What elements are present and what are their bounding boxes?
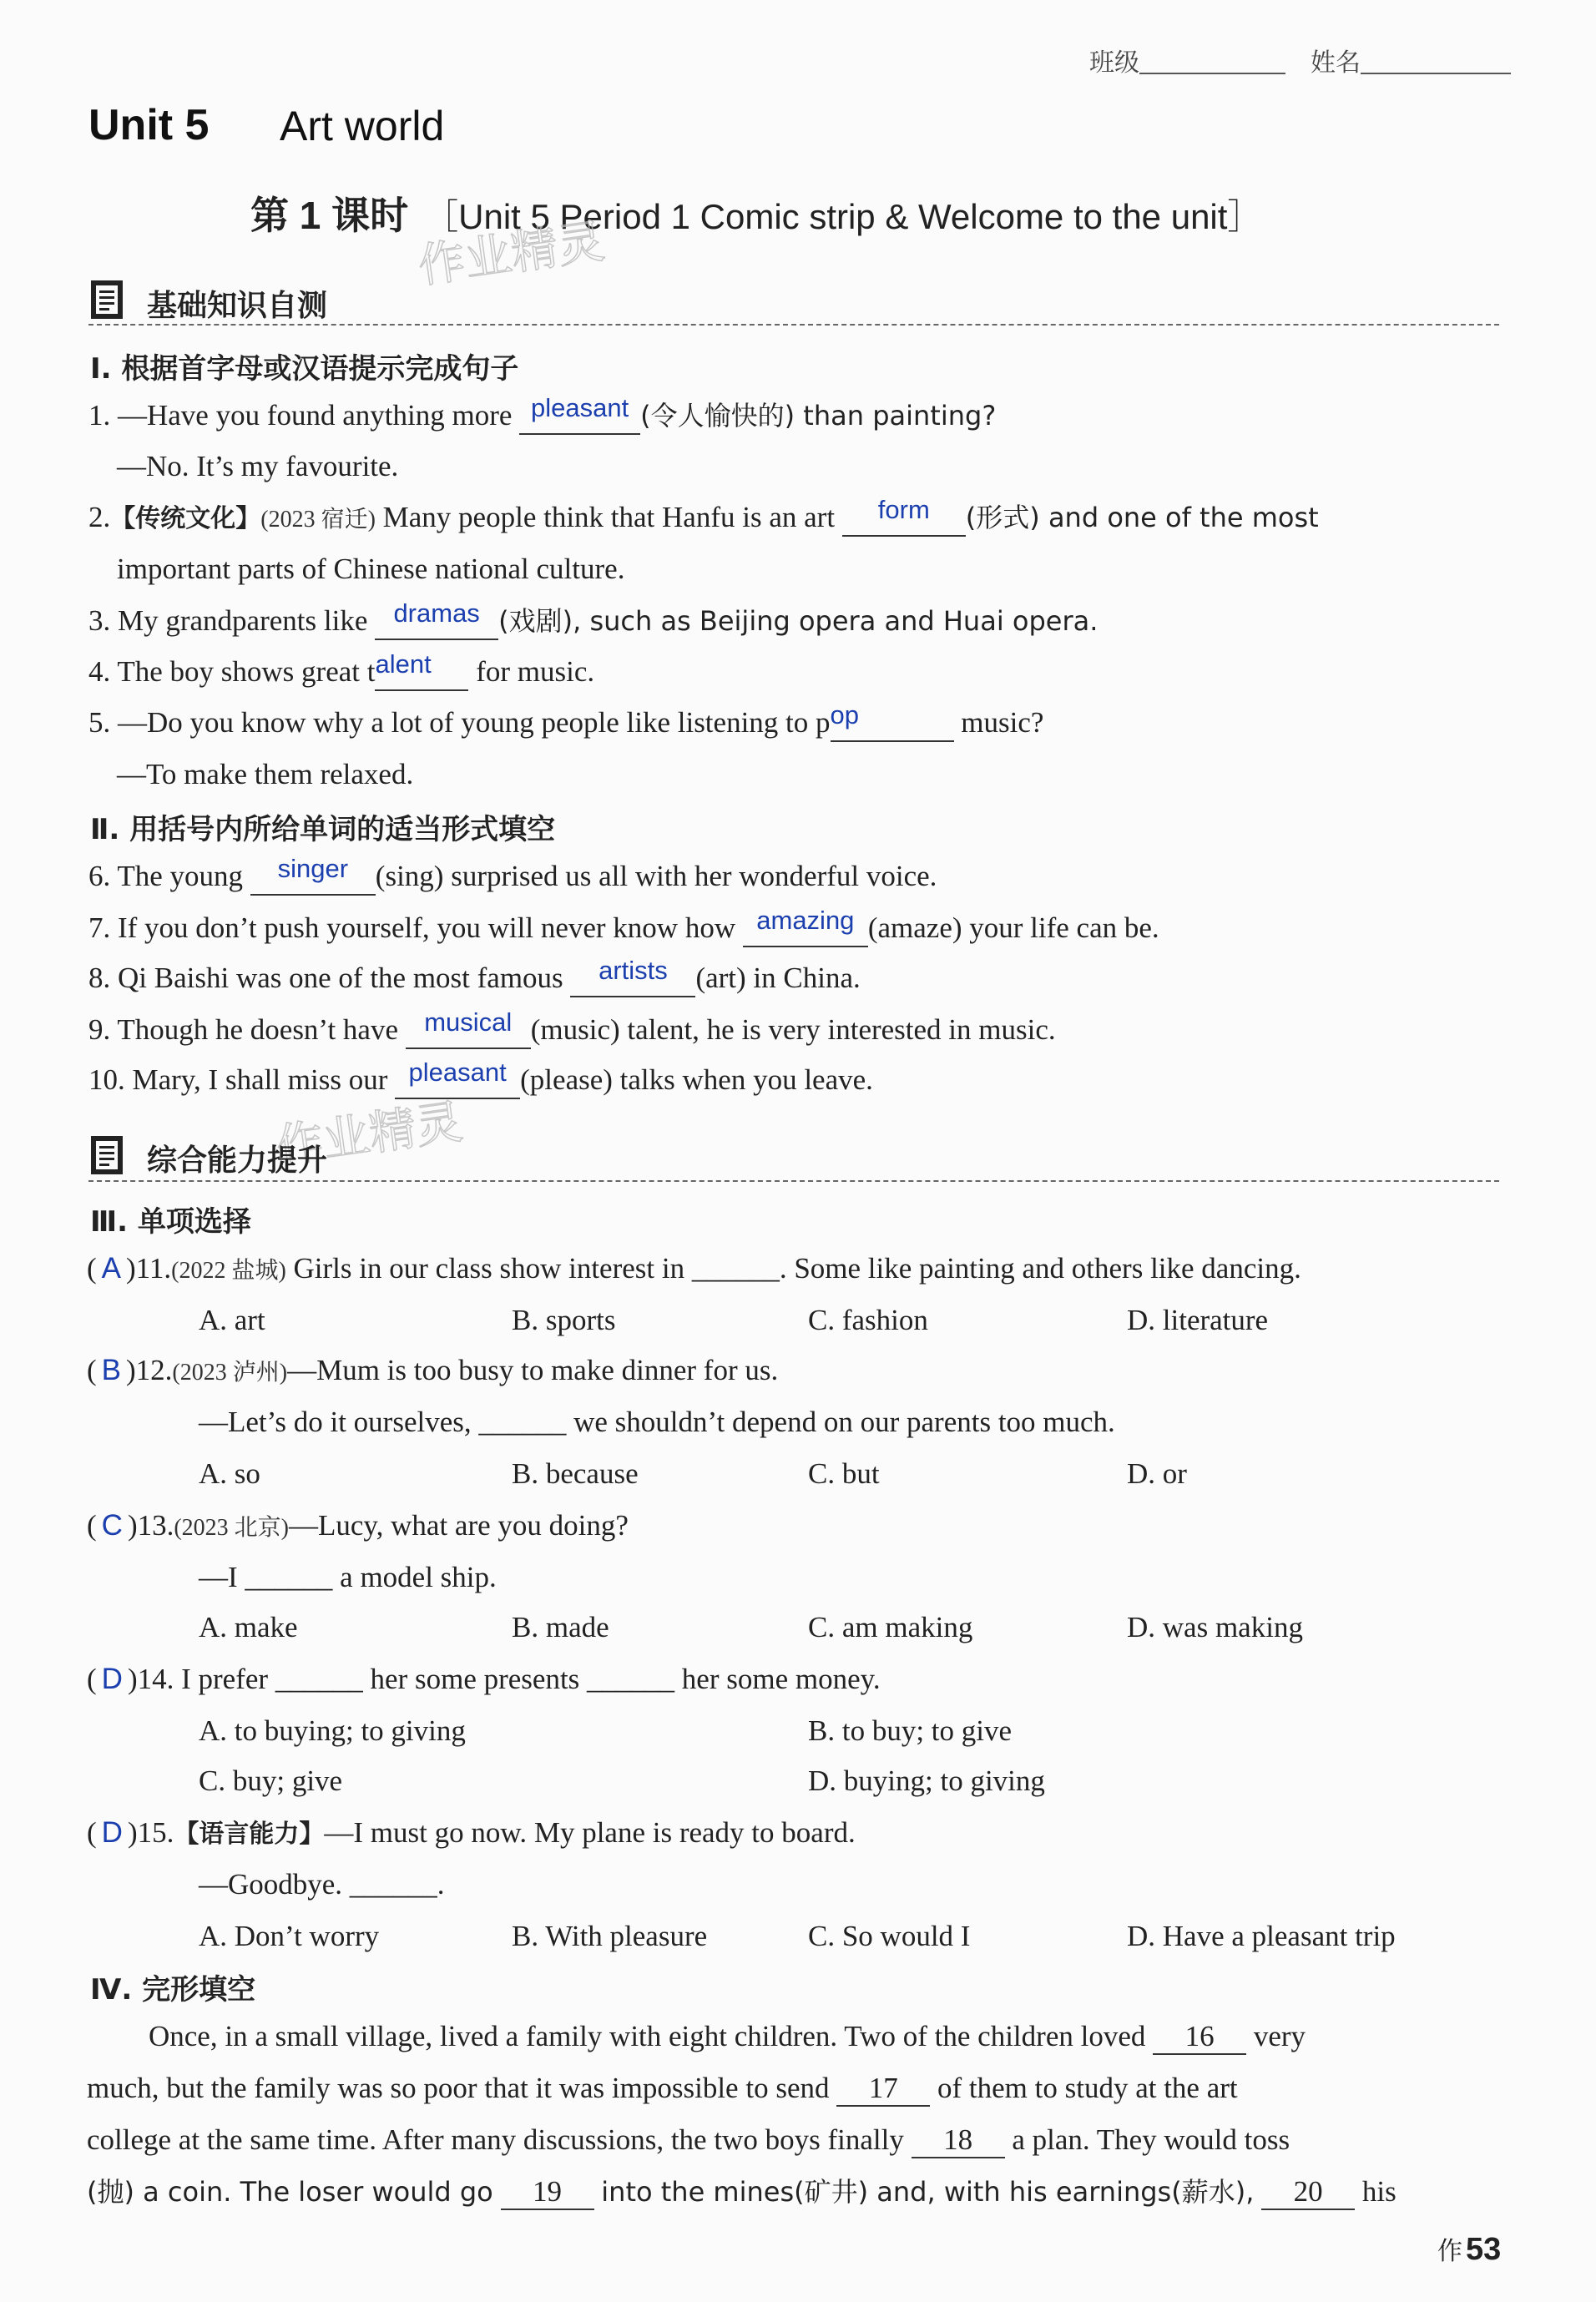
question-3: 3. My grandparents like dramas (戏剧), such as Beijing opera and Huai opera. bbox=[88, 603, 1098, 640]
answer-2: form bbox=[877, 495, 930, 524]
answer-6: singer bbox=[277, 854, 349, 883]
answer-3: dramas bbox=[393, 598, 480, 628]
part-4-title: Ⅳ. 完形填空 bbox=[90, 1973, 256, 2007]
mc-question-15-cont: —Goodbye. ______. bbox=[199, 1868, 445, 1901]
mc-question-15: ( D )15.【语言能力】—I must go now. My plane is ready to board. bbox=[87, 1816, 856, 1849]
option: C. So would I bbox=[808, 1920, 971, 1952]
option: C. fashion bbox=[808, 1304, 928, 1336]
section-basic-title: 基础知识自测 bbox=[147, 289, 328, 323]
part-1-title: Ⅰ. 根据首字母或汉语提示完成句子 bbox=[90, 352, 519, 386]
question-6: 6. The young singer (sing) surprised us all with her wonderful voice. bbox=[88, 858, 937, 896]
mc-question-11: ( A )11.(2022 盐城) Girls in our class show interest in ______. Some like painting and others like dancing. bbox=[87, 1252, 1301, 1285]
cloze-blank-20: 20 bbox=[1261, 2175, 1355, 2210]
watermark: 作业精灵 bbox=[273, 1094, 467, 1175]
option: B. because bbox=[512, 1457, 639, 1490]
option: B. to buy; to give bbox=[808, 1714, 1013, 1747]
section-comprehensive-title: 综合能力提升 bbox=[147, 1143, 328, 1178]
cloze-line-3: college at the same time. After many discussions, the two boys finally 18 a plan. They would toss bbox=[87, 2122, 1290, 2158]
mc-question-12: ( B )12.(2023 泸州)—Mum is too busy to make dinner for us. bbox=[87, 1354, 779, 1386]
option: D. literature bbox=[1127, 1304, 1269, 1336]
unit-label: Unit 5 bbox=[88, 101, 210, 149]
cloze-line-4: (抛) a coin. The loser would go 19 into the mines(矿井) and, with his earnings(薪水), 20 his bbox=[87, 2173, 1396, 2210]
answer-1: pleasant bbox=[531, 393, 629, 422]
question-5-reply: —To make them relaxed. bbox=[117, 758, 414, 790]
cloze-line-2: much, but the family was so poor that it was impossible to send 17 of them to study at the art bbox=[87, 2070, 1238, 2107]
class-label: 班级 bbox=[1089, 45, 1285, 82]
book-icon bbox=[90, 280, 124, 320]
section-divider bbox=[88, 324, 1499, 326]
question-2-cont: important parts of Chinese national culture. bbox=[117, 553, 625, 585]
cloze-blank-18: 18 bbox=[912, 2123, 1005, 2158]
option: A. art bbox=[199, 1304, 265, 1336]
section-divider bbox=[88, 1180, 1499, 1182]
option: C. buy; give bbox=[199, 1764, 343, 1797]
option: B. With pleasure bbox=[512, 1920, 708, 1952]
option: B. sports bbox=[512, 1304, 616, 1336]
answer-4: alent bbox=[375, 649, 432, 679]
name-label: 姓名 bbox=[1311, 45, 1511, 82]
option: B. made bbox=[512, 1611, 609, 1643]
option: A. make bbox=[199, 1611, 298, 1643]
option: D. buying; to giving bbox=[808, 1764, 1045, 1797]
question-4: 4. The boy shows great talent for music. bbox=[88, 654, 594, 691]
question-1: 1. —Have you found anything more pleasant (令人愉快的) than painting? bbox=[88, 397, 996, 435]
cloze-blank-16: 16 bbox=[1153, 2020, 1246, 2055]
cloze-blank-19: 19 bbox=[501, 2175, 594, 2210]
option: D. Have a pleasant trip bbox=[1127, 1920, 1396, 1952]
watermark: 作业精灵 bbox=[415, 214, 609, 295]
part-2-title: Ⅱ. 用括号内所给单词的适当形式填空 bbox=[90, 813, 556, 846]
question-10: 10. Mary, I shall miss our pleasant (please) talks when you leave. bbox=[88, 1062, 873, 1099]
option: A. so bbox=[199, 1457, 260, 1490]
mc-question-13-cont: —I ______ a model ship. bbox=[199, 1561, 497, 1593]
question-2: 2.【传统文化】(2023 宿迁) Many people think that Hanfu is an art form (形式) and one of the most bbox=[88, 499, 1319, 538]
mc-question-14: ( D )14. I prefer ______ her some presents ______ her some money. bbox=[87, 1663, 881, 1695]
cloze-line-1: Once, in a small village, lived a family with eight children. Two of the children loved 16 very bbox=[149, 2018, 1306, 2055]
book-icon bbox=[90, 1135, 124, 1175]
answer-9: musical bbox=[424, 1007, 513, 1037]
mc-question-13: ( C )13.(2023 北京)—Lucy, what are you doing? bbox=[87, 1509, 629, 1542]
question-9: 9. Though he doesn’t have musical (music) talent, he is very interested in music. bbox=[88, 1012, 1056, 1049]
question-1-reply: —No. It’s my favourite. bbox=[117, 450, 399, 482]
mc-question-12-cont: —Let’s do it ourselves, ______ we shouldn’t depend on our parents too much. bbox=[199, 1406, 1115, 1438]
lesson-title: 第 1 课时 ［Unit 5 Period 1 Comic strip & Welcome to the unit］ bbox=[250, 194, 1263, 237]
option: C. am making bbox=[808, 1611, 973, 1643]
answer-7: amazing bbox=[756, 906, 855, 935]
answer-8: artists bbox=[598, 956, 668, 985]
part-3-title: Ⅲ. 单项选择 bbox=[90, 1205, 251, 1239]
unit-topic: Art world bbox=[280, 103, 445, 149]
question-8: 8. Qi Baishi was one of the most famous artists (art) in China. bbox=[88, 960, 861, 997]
question-5: 5. —Do you know why a lot of young people like listening to pop music? bbox=[88, 704, 1043, 742]
option: D. was making bbox=[1127, 1611, 1303, 1643]
answer-10: pleasant bbox=[408, 1058, 507, 1087]
answer-5: op bbox=[830, 700, 860, 729]
option: A. Don’t worry bbox=[199, 1920, 380, 1952]
page-number: 作 53 bbox=[1437, 2232, 1502, 2267]
option: C. but bbox=[808, 1457, 880, 1490]
option: A. to buying; to giving bbox=[199, 1714, 466, 1747]
question-7: 7. If you don’t push yourself, you will never know how amazing (amaze) your life can be. bbox=[88, 910, 1159, 947]
option: D. or bbox=[1127, 1457, 1187, 1490]
cloze-blank-17: 17 bbox=[836, 2072, 930, 2107]
